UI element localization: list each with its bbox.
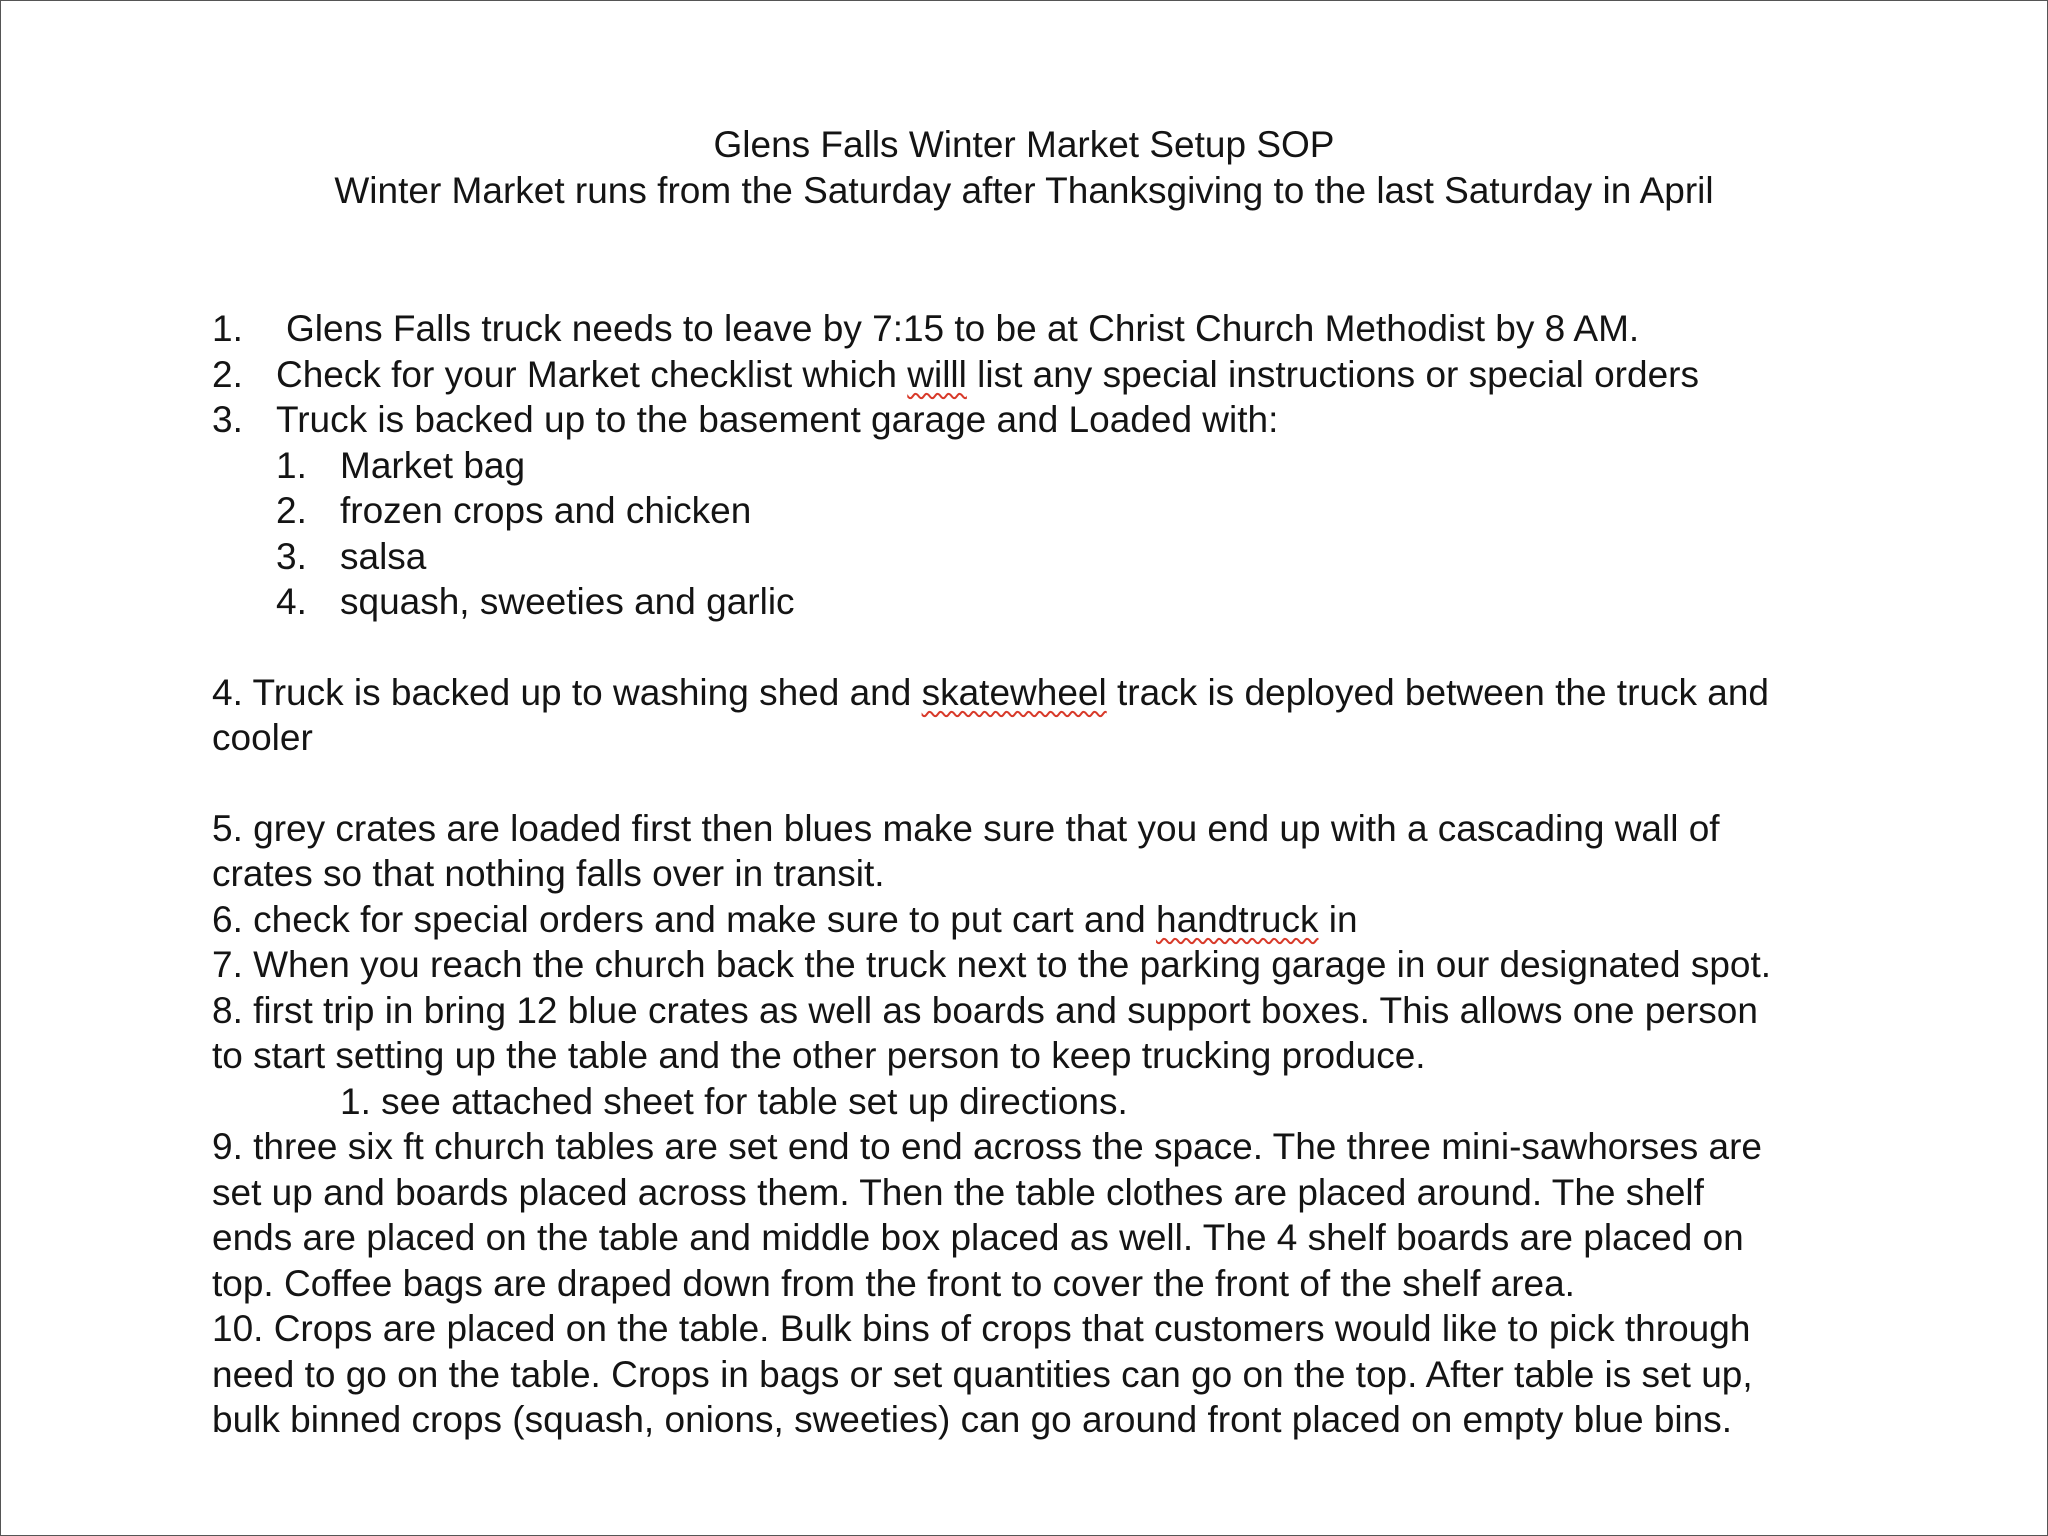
step-10-line: need to go on the table. Crops in bags or set quantities can go on the top. After table is set up, (212, 1353, 1753, 1395)
document-body (212, 306, 1872, 1443)
step-5-line-1: 5. grey crates are loaded first then blues make sure that you end up with a cascading wall of (212, 807, 1720, 849)
step-text-pre: 4. Truck is backed up to washing shed and (212, 671, 922, 713)
load-item (212, 579, 1872, 625)
step-1 (212, 306, 1872, 352)
load-item-text: salsa (340, 535, 427, 577)
load-item (212, 443, 1872, 489)
load-item (212, 488, 1872, 534)
load-item-number: 3. (276, 535, 307, 577)
misspelled-word: willl (907, 353, 967, 395)
step-text-pre: Check for your Market checklist which (276, 353, 908, 395)
step-9-line: set up and boards placed across them. Then the table clothes are placed around. The shelf (212, 1171, 1704, 1213)
document-header (0, 122, 2048, 214)
step-6 (212, 897, 1872, 943)
step-5-line-2: crates so that nothing falls over in transit. (212, 853, 885, 894)
load-item-text: squash, sweeties and garlic (340, 581, 795, 622)
step-text-post: in (1318, 898, 1358, 940)
misspelled-word: skatewheel (921, 671, 1107, 713)
step-4-line-1 (212, 670, 1872, 716)
step-9-line: ends are placed on the table and middle box placed as well. The 4 shelf boards are placed on (212, 1217, 1744, 1258)
step-number: 3. (212, 399, 243, 440)
step-number: 1. (212, 308, 243, 349)
step-10-line: 10. Crops are placed on the table. Bulk bins of crops that customers would like to pick through (212, 1308, 1751, 1349)
load-item-text: frozen crops and chicken (340, 490, 752, 531)
step-8-line-1: 8. first trip in bring 12 blue crates as well as boards and support boxes. This allows one person (212, 989, 1758, 1031)
step-text-post: track is deployed between the truck and (1106, 671, 1769, 713)
spacer (212, 625, 1872, 670)
step-number: 2. (212, 353, 243, 395)
step-text: Truck is backed up to the basement garage and Loaded with: (276, 399, 1279, 440)
step-8-line-2: to start setting up the table and the other person to keep trucking produce. (212, 1035, 1426, 1076)
spacer (212, 761, 1872, 806)
step-8-sub-item: 1. see attached sheet for table set up directions. (340, 1080, 1128, 1122)
load-item-number: 1. (276, 444, 307, 486)
document-subtitle: Winter Market runs from the Saturday after Thanksgiving to the last Saturday in April (334, 170, 1714, 211)
misspelled-word: handtruck (1156, 898, 1319, 940)
step-4-line-2: cooler (212, 717, 313, 758)
load-item-number: 4. (276, 581, 307, 622)
step-text: Glens Falls truck needs to leave by 7:15 to be at Christ Church Methodist by 8 AM. (286, 308, 1640, 349)
step-text-pre: 6. check for special orders and make sure to put cart and (212, 898, 1156, 940)
load-item (212, 534, 1872, 580)
step-3 (212, 397, 1872, 443)
step-2 (212, 352, 1872, 398)
step-9-line: top. Coffee bags are draped down from the front to cover the front of the shelf area. (212, 1262, 1575, 1304)
step-9-line: 9. three six ft church tables are set end to end across the space. The three mini-sawhorses are (212, 1126, 1763, 1167)
load-item-text: Market bag (340, 444, 526, 486)
step-7: 7. When you reach the church back the truck next to the parking garage in our designated spot. (212, 944, 1772, 985)
step-10-line: bulk binned crops (squash, onions, sweeties) can go around front placed on empty blue bins. (212, 1399, 1732, 1440)
step-text-post: list any special instructions or special orders (966, 353, 1699, 395)
load-item-number: 2. (276, 490, 307, 531)
document-title: Glens Falls Winter Market Setup SOP (713, 124, 1335, 165)
